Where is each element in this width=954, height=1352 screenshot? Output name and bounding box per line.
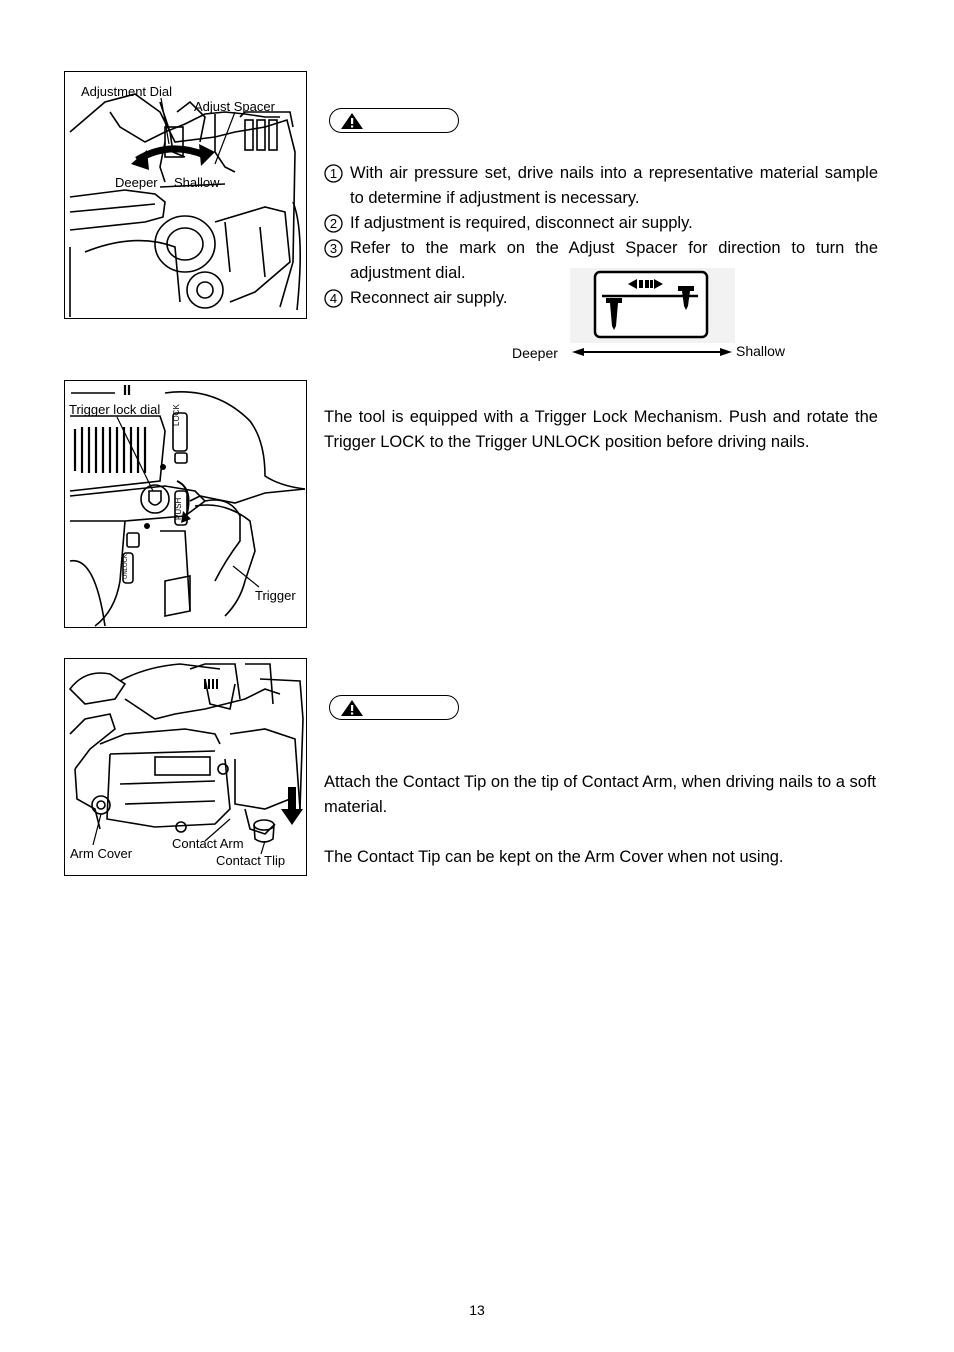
step-1	[324, 161, 878, 211]
depth-label-shallow: Shallow	[736, 343, 786, 359]
contact-tip-instruction: Attach the Contact Tip on the tip of Contact Arm, when driving nails to a soft material.	[324, 773, 877, 816]
warning-icon	[339, 112, 365, 130]
step-number: 2	[329, 216, 338, 231]
step-number: 4	[329, 291, 338, 306]
warning-badge	[329, 695, 459, 720]
contact-tip-storage-note: The Contact Tip can be kept on the Arm Cover when not using.	[324, 848, 784, 866]
label-contact-arm: Contact Arm	[172, 836, 244, 851]
step-2	[324, 211, 878, 236]
trigger-lock-description: The tool is equipped with a Trigger Lock Mechanism. Push and rotate the Trigger LOCK to the Trigger UNLOCK position before driving nails.	[324, 408, 878, 451]
label-deeper: Deeper	[115, 175, 158, 190]
label-trigger-lock-dial: Trigger lock dial	[69, 402, 161, 417]
label-adjust-spacer: Adjust Spacer	[194, 99, 275, 114]
circled-number-4-icon	[324, 289, 343, 308]
step-number: 1	[329, 166, 338, 181]
circled-number-1-icon	[324, 164, 343, 183]
label-trigger: Trigger	[255, 588, 296, 603]
step-text: Refer to the mark on the Adjust Spacer for direction to turn the adjustment dial.	[350, 239, 878, 282]
warning-icon	[339, 699, 365, 717]
label-shallow: Shallow	[174, 175, 220, 190]
label-adjustment-dial: Adjustment Dial	[81, 84, 173, 99]
figure-trigger-lock	[64, 380, 307, 628]
step-number: 3	[329, 241, 338, 256]
label-contact-tip: Contact Tlip	[216, 853, 286, 868]
circled-number-3-icon	[324, 239, 343, 258]
step-text: With air pressure set, drive nails into a representative material sample to determine if adjustment is necessary.	[350, 164, 878, 207]
label-push: PUSH	[174, 497, 183, 520]
page-number: 13	[469, 1302, 485, 1318]
adjust-spacer-mark-diagram	[570, 268, 740, 363]
label-unlock: UNLOCK	[123, 553, 129, 579]
label-lock: LOCK	[172, 404, 181, 426]
warning-badge	[329, 108, 459, 133]
figure-adjustment-dial	[64, 71, 307, 319]
figure-contact-tip	[64, 658, 307, 876]
step-text: Reconnect air supply.	[350, 289, 508, 307]
step-4	[324, 286, 554, 311]
circled-number-2-icon	[324, 214, 343, 233]
step-text: If adjustment is required, disconnect air supply.	[350, 214, 693, 232]
depth-label-deeper: Deeper	[512, 345, 558, 361]
label-arm-cover: Arm Cover	[70, 846, 133, 861]
